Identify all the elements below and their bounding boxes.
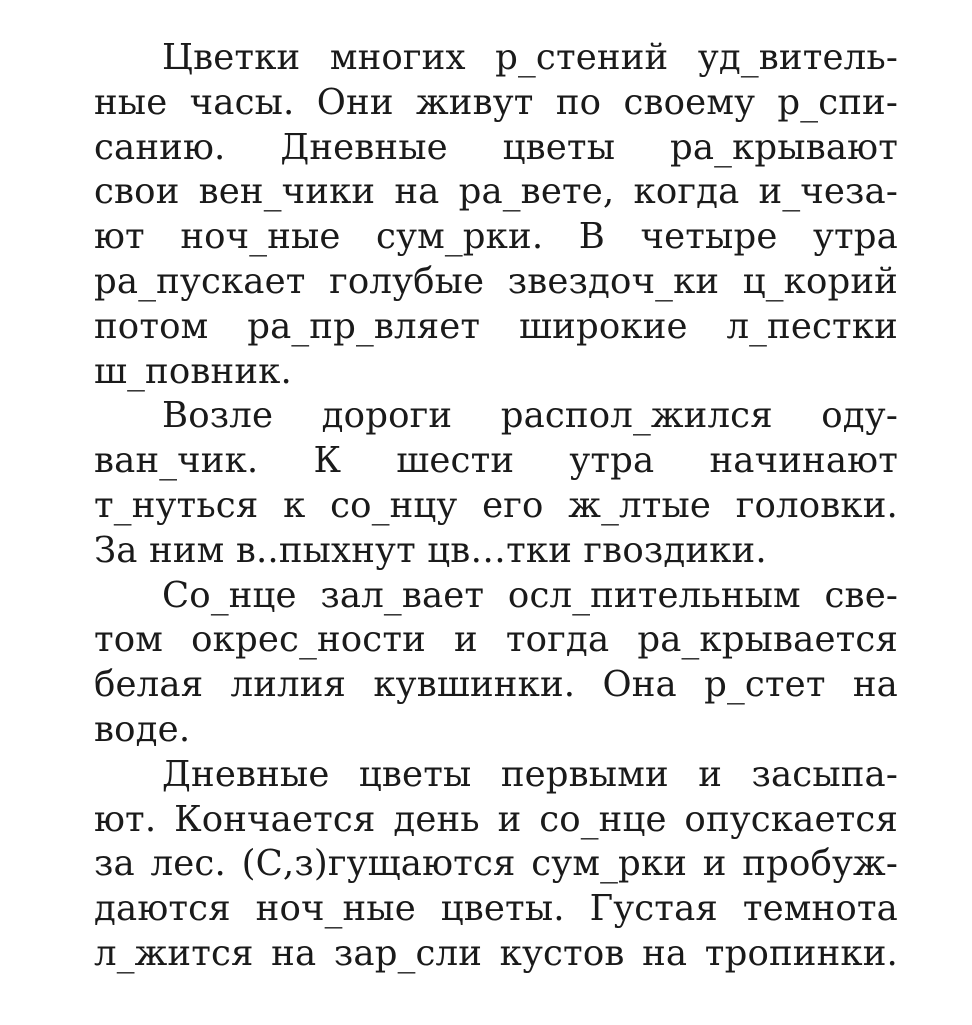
text-line: т_нуться к со_нцу его ж_лтые головки. xyxy=(94,484,898,526)
text-line: Со_нце зал_вает осл_пительным све- xyxy=(162,574,898,616)
text-line: белая лилия кувшинки. Она р_стет на xyxy=(94,664,898,706)
text-line: За ним в..пыхнут цв…тки гвоздики. xyxy=(94,529,767,571)
text-line: л_жится на зар_сли кустов на тропинки. xyxy=(94,932,898,974)
text-line: потом ра_пр_вляет широкие л_пестки xyxy=(94,305,898,347)
text-line: Возле дороги распол_жился оду- xyxy=(162,395,898,437)
paragraph-3 xyxy=(94,574,898,753)
text-line: ные часы. Они живут по своему р_спи- xyxy=(94,81,898,123)
text-line: ван_чик. К шести утра начинают xyxy=(94,440,898,482)
text-line: ют ноч_ные сум_рки. В четыре утра xyxy=(94,216,898,258)
text-line: ш_повник. xyxy=(94,350,292,392)
text-line: том окрес_ности и тогда ра_крывается xyxy=(94,619,898,661)
text-line: Дневные цветы первыми и засыпа- xyxy=(162,753,898,795)
text-line: воде. xyxy=(94,708,191,750)
text-line: санию. Дневные цветы ра_крывают xyxy=(94,126,898,168)
text-line: Цветки многих р_стений уд_витель- xyxy=(162,37,898,78)
text-line: за лес. (С,з)гущаются сум_рки и пробуж- xyxy=(94,843,898,885)
text-line: даются ноч_ные цветы. Густая темнота xyxy=(94,888,898,930)
text-line: ра_пускает голубые звездоч_ки ц_корий xyxy=(94,260,898,302)
paragraph-2 xyxy=(94,394,898,573)
paragraph-1 xyxy=(94,36,898,394)
paragraph-4 xyxy=(94,753,898,977)
text-line: свои вен_чики на ра_вете, когда и_чеза- xyxy=(94,171,898,213)
text-line: ют. Кончается день и со_нце опускается xyxy=(94,798,898,840)
